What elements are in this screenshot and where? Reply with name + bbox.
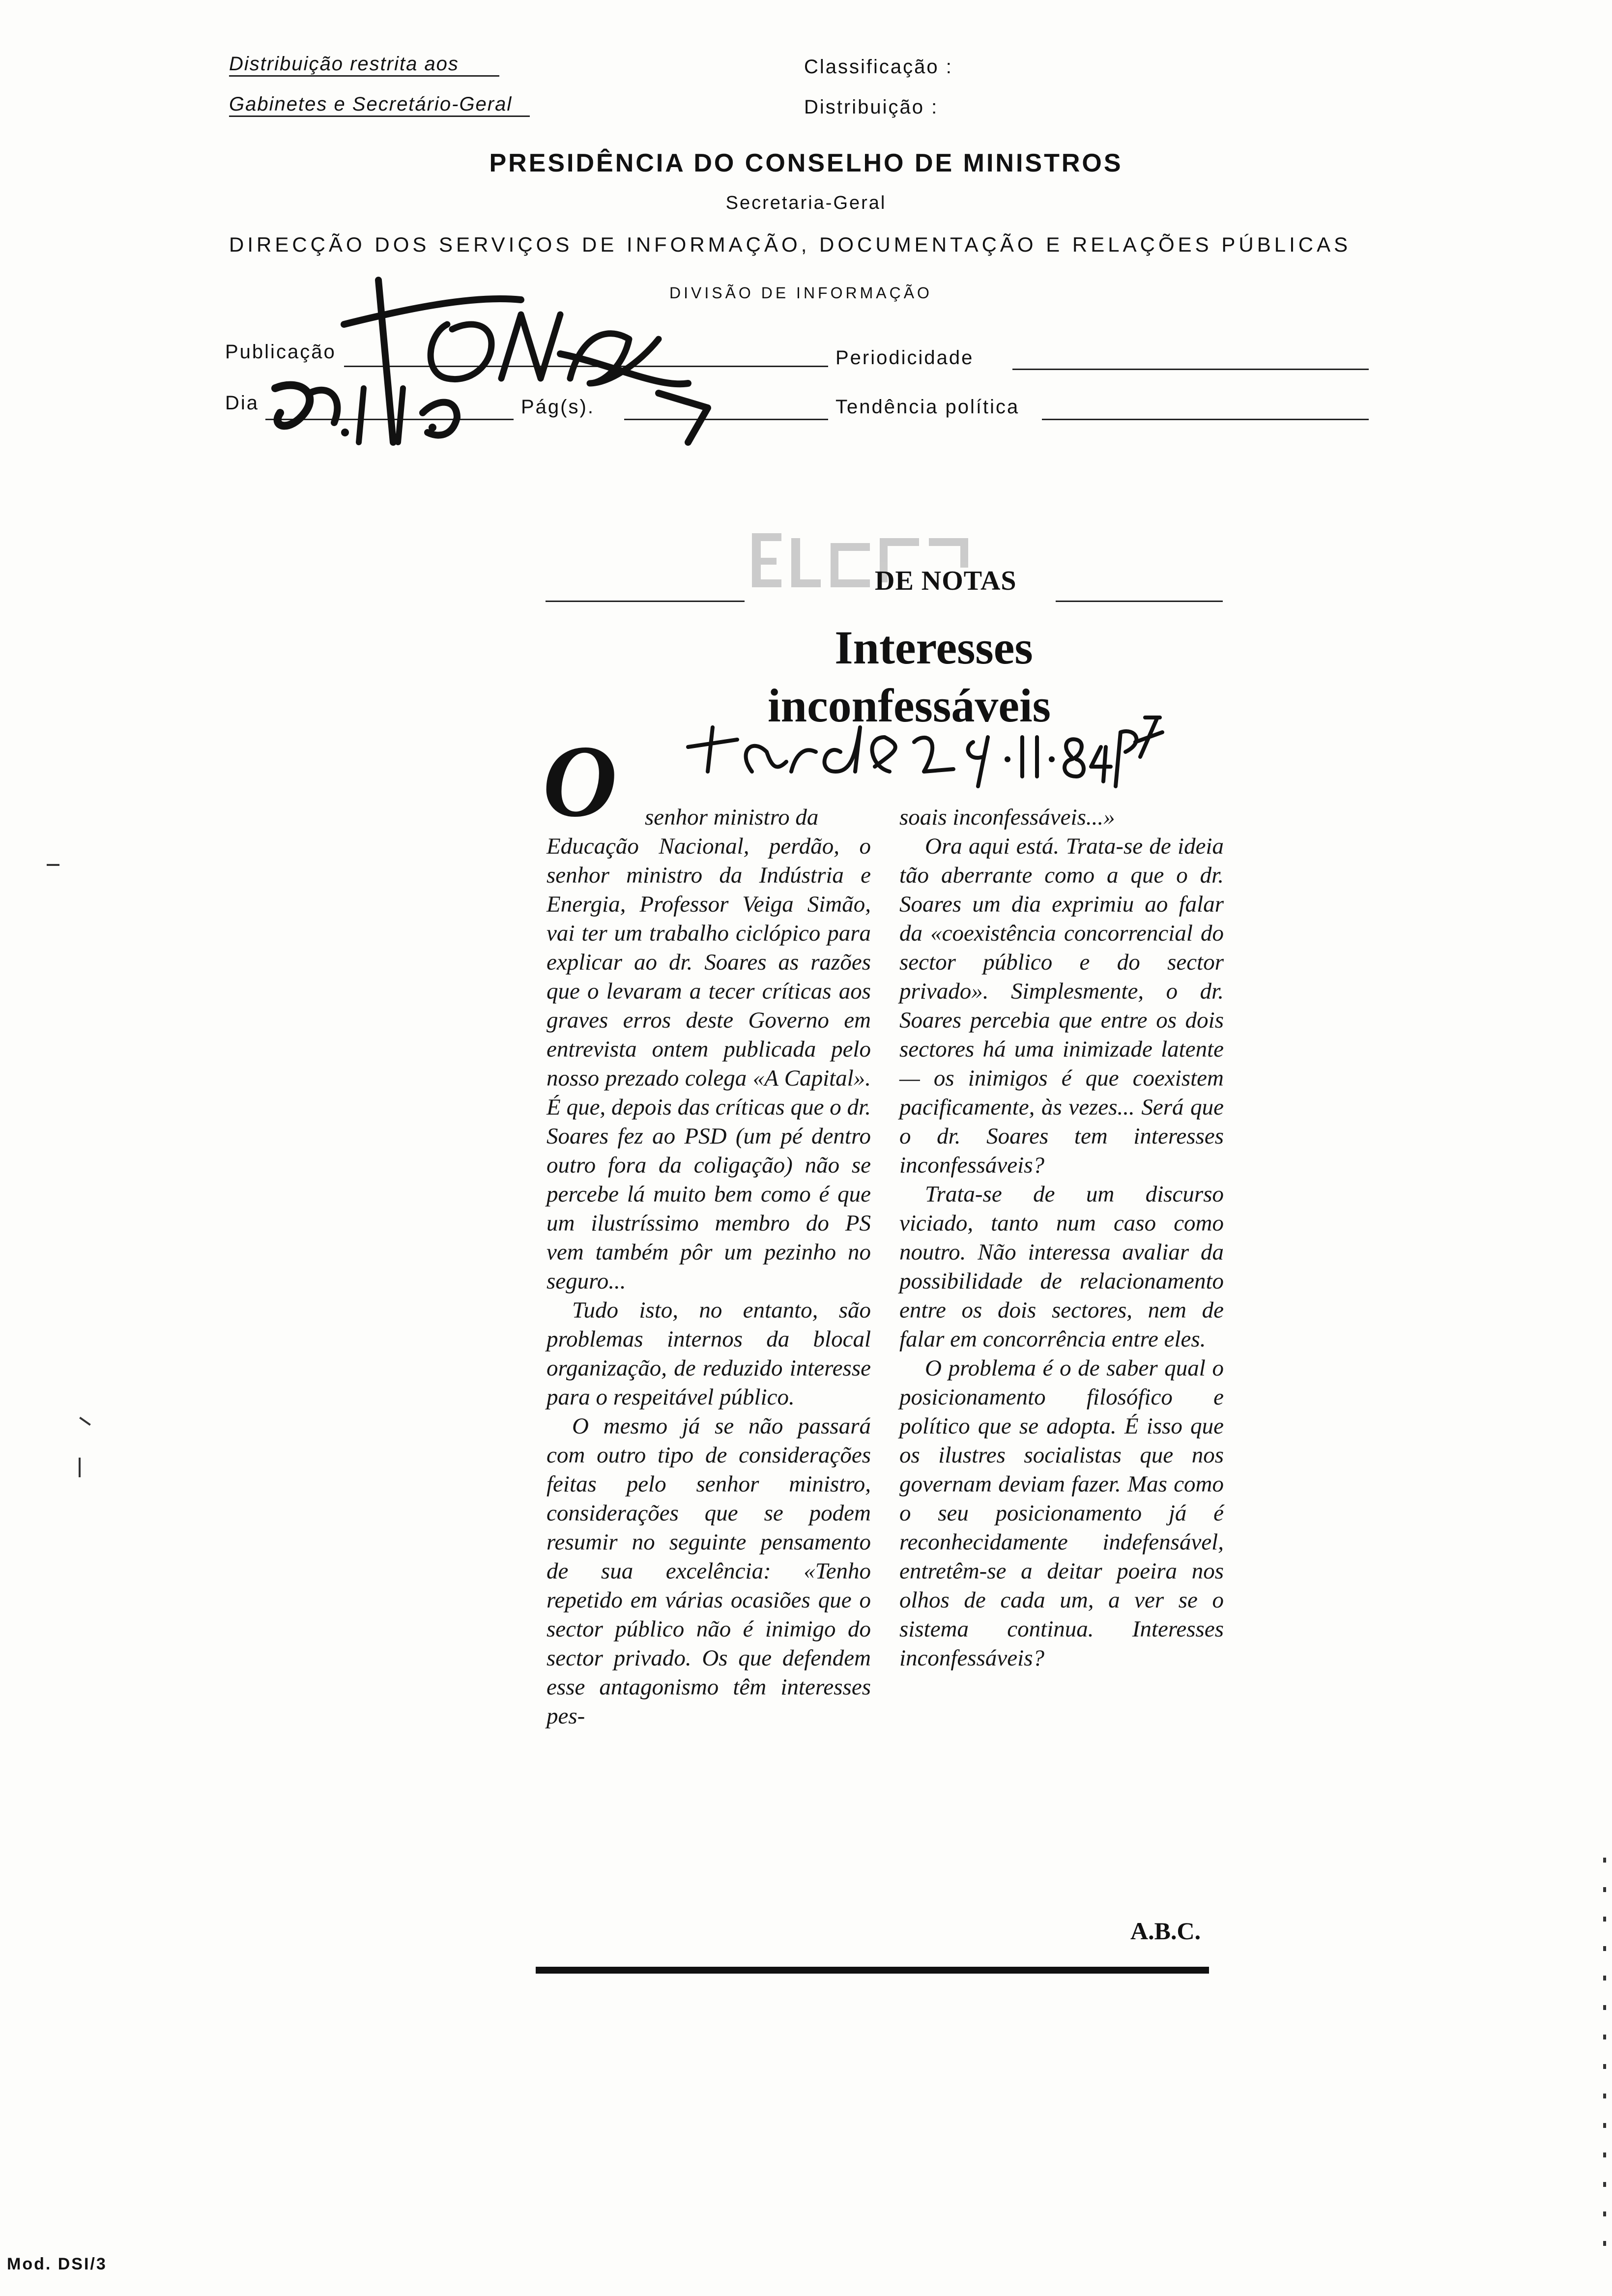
- scan-mark: [47, 864, 59, 866]
- restricted-distribution-line1: Distribuição restrita aos: [229, 53, 499, 77]
- article-signature: A.B.C.: [1130, 1917, 1201, 1945]
- article-column-2: [899, 803, 1224, 1904]
- scan-mark: [79, 1417, 91, 1426]
- distribution-label: Distribuição :: [804, 96, 939, 118]
- col2-paragraph-1: soais inconfessáveis...»: [899, 804, 1115, 830]
- drop-cap: O: [543, 724, 617, 838]
- political-trend-label: Tendência política: [835, 396, 1020, 418]
- col2-paragraph-3: Trata-se de um discurso viciado, tanto num caso como noutro. Não interessa avaliar da possibilidade de relacionamento entre os dois sectores, nem de falar em concorrência entre eles.: [899, 1181, 1224, 1352]
- secretariat: Secretaria-Geral: [725, 193, 887, 213]
- headline-line1: Interesses: [835, 621, 1033, 674]
- col1-paragraph-3: O mesmo já se não passará com outro tipo de considerações feitas pelo senhor ministro, considerações que se podem resumir no seguinte pensamento de sua excelência: «Tenho repetido em várias ocasiões que o sector público não é inimigo do sector privado. Os que defendem esse antagonismo têm interesses pes-: [547, 1413, 871, 1729]
- headline-line2: inconfessáveis: [768, 679, 1051, 732]
- col2-paragraph-4: O problema é o de saber qual o posicionamento filosófico e político que se adopta. É isso que os ilustres socialistas que nos governam deviam fazer. Mas como o seu posicionamento já é reconhecidamente indefensável, entretêm-se a deitar poeira nos olhos de cada um, a ver se o sistema continua. Interesses inconfessáveis?: [899, 1355, 1224, 1671]
- handwritten-publication-mark: [216, 265, 781, 447]
- pages-label: Pág(s).: [521, 396, 595, 418]
- handwritten-date-note: [678, 698, 1170, 796]
- col1-paragraph-2: Tudo isto, no entanto, são problemas internos da blocal organização, de reduzido interesse para o respeitável público.: [547, 1297, 871, 1410]
- restricted-distribution-line2: Gabinetes e Secretário-Geral: [229, 93, 530, 117]
- banner-rule-left: [546, 601, 745, 602]
- publication-label: Publicação: [225, 341, 336, 363]
- day-label: Dia: [225, 392, 259, 414]
- classification-label: Classificação :: [804, 56, 953, 78]
- banner-rule-right: [1056, 601, 1223, 602]
- scan-mark: [79, 1458, 81, 1477]
- political-trend-line: [1042, 419, 1369, 420]
- col1-first-line: senhor ministro da: [645, 804, 819, 830]
- section-label: DE NOTAS: [875, 566, 1017, 596]
- division: DIVISÃO DE INFORMAÇÃO: [669, 284, 932, 302]
- model-code: Mod. DSI/3: [7, 2255, 107, 2273]
- scan-edge-marks: [1603, 1858, 1606, 2251]
- org-title: PRESIDÊNCIA DO CONSELHO DE MINISTROS: [489, 149, 1123, 177]
- article-column-1: [547, 803, 871, 1904]
- article-bottom-rule: [536, 1967, 1209, 1974]
- col2-paragraph-2: Ora aqui está. Trata-se de ideia tão aberrante como a que o dr. Soares um dia exprimiu ao falar da «coexistência concorrencial do sector público e do sector privado». Simplesmente, o dr. Soares percebia que entre os dois sectores há uma inimizade latente — os inimigos é que coexistem pacificamente, às vezes... Será que o dr. Soares tem interesses inconfessáveis?: [899, 833, 1224, 1178]
- periodicity-label: Periodicidade: [835, 347, 974, 369]
- periodicity-line: [1012, 369, 1369, 370]
- col1-paragraph-1: Educação Nacional, perdão, o senhor ministro da Indústria e Energia, Professor Veiga Simão, vai ter um trabalho ciclópico para explicar ao dr. Soares as razões que o levaram a tecer críticas aos graves erros deste Governo em entrevista ontem publicada pelo nosso prezado colega «A Capital». É que, depois das críticas que o dr. Soares fez ao PSD (um pé dentro outro fora da coligação) não se percebe lá muito bem como é que um ilustríssimo membro do PS vem também pôr um pezinho no seguro...: [547, 833, 871, 1294]
- directorate: DIRECÇÃO DOS SERVIÇOS DE INFORMAÇÃO, DOCUMENTAÇÃO E RELAÇÕES PÚBLICAS: [229, 233, 1352, 256]
